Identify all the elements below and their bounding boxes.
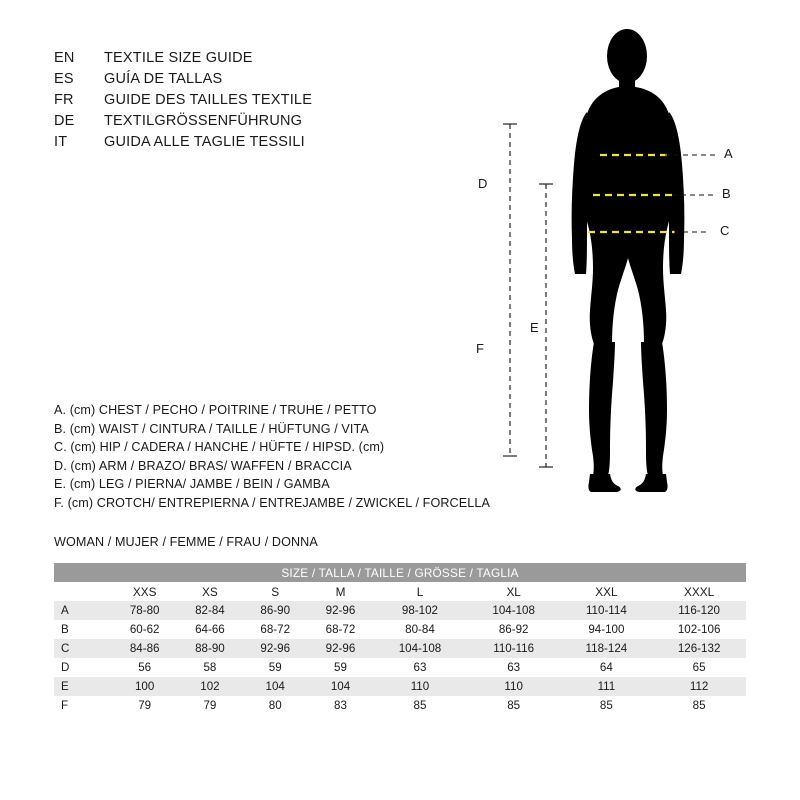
cell-e-l: 110: [373, 677, 467, 696]
title-row-es: [54, 71, 474, 92]
table-row: [54, 620, 746, 639]
title-text-fr: GUIDE DES TAILLES TEXTILE: [104, 92, 313, 108]
measure-label-d: D: [478, 176, 488, 191]
table-row: [54, 696, 746, 715]
measure-label-e: E: [530, 320, 539, 335]
cell-e-m: 104: [308, 677, 373, 696]
legend-line-e: E. (cm) LEG / PIERNA/ JAMBE / BEIN / GAMBA: [54, 477, 330, 492]
title-lang-it: IT: [54, 134, 68, 150]
gender-label: WOMAN / MUJER / FEMME / FRAU / DONNA: [54, 535, 318, 549]
cell-e-xxxl: 112: [652, 677, 746, 696]
cell-f-m: 83: [308, 696, 373, 715]
row-label-d: D: [54, 658, 112, 677]
legend-line-f: F. (cm) CROTCH/ ENTREPIERNA / ENTREJAMBE / ZWICKEL / FORCELLA: [54, 495, 490, 510]
cell-d-s: 59: [243, 658, 308, 677]
title-row-fr: [54, 92, 474, 113]
row-label-e: E: [54, 677, 112, 696]
cell-c-xxs: 84-86: [112, 639, 177, 658]
cell-a-m: 92-96: [308, 601, 373, 620]
size-header-l: L: [373, 582, 467, 601]
cell-b-xl: 86-92: [467, 620, 561, 639]
legend-line-a: A. (cm) CHEST / PECHO / POITRINE / TRUHE / PETTO: [54, 403, 377, 417]
cell-f-l: 85: [373, 696, 467, 715]
cell-b-xxxl: 102-106: [652, 620, 746, 639]
size-table: [54, 563, 746, 715]
title-lang-es: ES: [54, 71, 74, 87]
title-row-de: [54, 113, 474, 134]
table-row: [54, 677, 746, 696]
table-row: [54, 639, 746, 658]
cell-a-xxxl: 116-120: [652, 601, 746, 620]
cell-e-xxl: 111: [561, 677, 653, 696]
table-header-row: [54, 563, 746, 582]
cell-a-xl: 104-108: [467, 601, 561, 620]
cell-a-xxs: 78-80: [112, 601, 177, 620]
cell-a-xs: 82-84: [177, 601, 242, 620]
cell-f-xl: 85: [467, 696, 561, 715]
title-row-en: [54, 50, 474, 71]
cell-c-xl: 110-116: [467, 639, 561, 658]
cell-e-xxs: 100: [112, 677, 177, 696]
cell-a-l: 98-102: [373, 601, 467, 620]
cell-b-xxl: 94-100: [561, 620, 653, 639]
cell-a-s: 86-90: [243, 601, 308, 620]
legend-line-c: C. (cm) HIP / CADERA / HANCHE / HÜFTE / HIPSD. (cm): [54, 440, 385, 455]
table-row: [54, 601, 746, 620]
cell-f-s: 80: [243, 696, 308, 715]
size-header-s: S: [243, 582, 308, 601]
cell-f-xxl: 85: [561, 696, 653, 715]
title-block: [54, 50, 474, 155]
title-lang-de: DE: [54, 113, 75, 129]
table-sizes-row: [54, 582, 746, 601]
legend-line-d: D. (cm) ARM / BRAZO/ BRAS/ WAFFEN / BRACCIA: [54, 458, 352, 473]
measure-label-b: B: [722, 186, 731, 201]
cell-d-m: 59: [308, 658, 373, 677]
cell-e-xl: 110: [467, 677, 561, 696]
size-header-m: M: [308, 582, 373, 601]
cell-e-s: 104: [243, 677, 308, 696]
title-lang-fr: FR: [54, 92, 74, 108]
cell-b-xs: 64-66: [177, 620, 242, 639]
row-label-c: C: [54, 639, 112, 658]
cell-b-l: 80-84: [373, 620, 467, 639]
title-text-es: GUÍA DE TALLAS: [104, 71, 223, 87]
cell-d-l: 63: [373, 658, 467, 677]
cell-f-xs: 79: [177, 696, 242, 715]
row-label-a: A: [54, 601, 112, 620]
title-text-de: TEXTILGRÖSSENFÜHRUNG: [104, 113, 303, 129]
table-row: [54, 658, 746, 677]
cell-c-xs: 88-90: [177, 639, 242, 658]
cell-a-xxl: 110-114: [561, 601, 653, 620]
cell-c-s: 92-96: [243, 639, 308, 658]
cell-d-xxl: 64: [561, 658, 653, 677]
table-header-label: SIZE / TALLA / TAILLE / GRÖSSE / TAGLIA: [54, 563, 746, 582]
measure-bracket-e: [539, 184, 553, 467]
size-table-wrapper: [54, 563, 746, 715]
legend-line-b: B. (cm) WAIST / CINTURA / TAILLE / HÜFTUNG / VITA: [54, 421, 369, 436]
cell-c-l: 104-108: [373, 639, 467, 658]
size-header-xxs: XXS: [112, 582, 177, 601]
size-header-xxl: XXL: [561, 582, 653, 601]
sizes-row-label: [54, 582, 112, 601]
female-silhouette-shape: [572, 29, 685, 492]
cell-d-xxs: 56: [112, 658, 177, 677]
legend-block: [54, 401, 524, 513]
cell-c-xxl: 118-124: [561, 639, 653, 658]
cell-b-xxs: 60-62: [112, 620, 177, 639]
cell-d-xxxl: 65: [652, 658, 746, 677]
title-row-it: [54, 134, 474, 155]
cell-d-xs: 58: [177, 658, 242, 677]
size-header-xs: XS: [177, 582, 242, 601]
cell-d-xl: 63: [467, 658, 561, 677]
size-header-xxxl: XXXL: [652, 582, 746, 601]
title-text-it: GUIDA ALLE TAGLIE TESSILI: [104, 134, 305, 150]
measure-label-f: F: [476, 341, 484, 356]
title-text-en: TEXTILE SIZE GUIDE: [104, 50, 253, 66]
measure-label-a: A: [724, 146, 733, 161]
cell-e-xs: 102: [177, 677, 242, 696]
cell-c-xxxl: 126-132: [652, 639, 746, 658]
cell-b-s: 68-72: [243, 620, 308, 639]
measure-label-c: C: [720, 223, 730, 238]
title-lang-en: EN: [54, 50, 75, 66]
row-label-b: B: [54, 620, 112, 639]
cell-f-xxs: 79: [112, 696, 177, 715]
cell-f-xxxl: 85: [652, 696, 746, 715]
cell-c-m: 92-96: [308, 639, 373, 658]
row-label-f: F: [54, 696, 112, 715]
cell-b-m: 68-72: [308, 620, 373, 639]
size-header-xl: XL: [467, 582, 561, 601]
